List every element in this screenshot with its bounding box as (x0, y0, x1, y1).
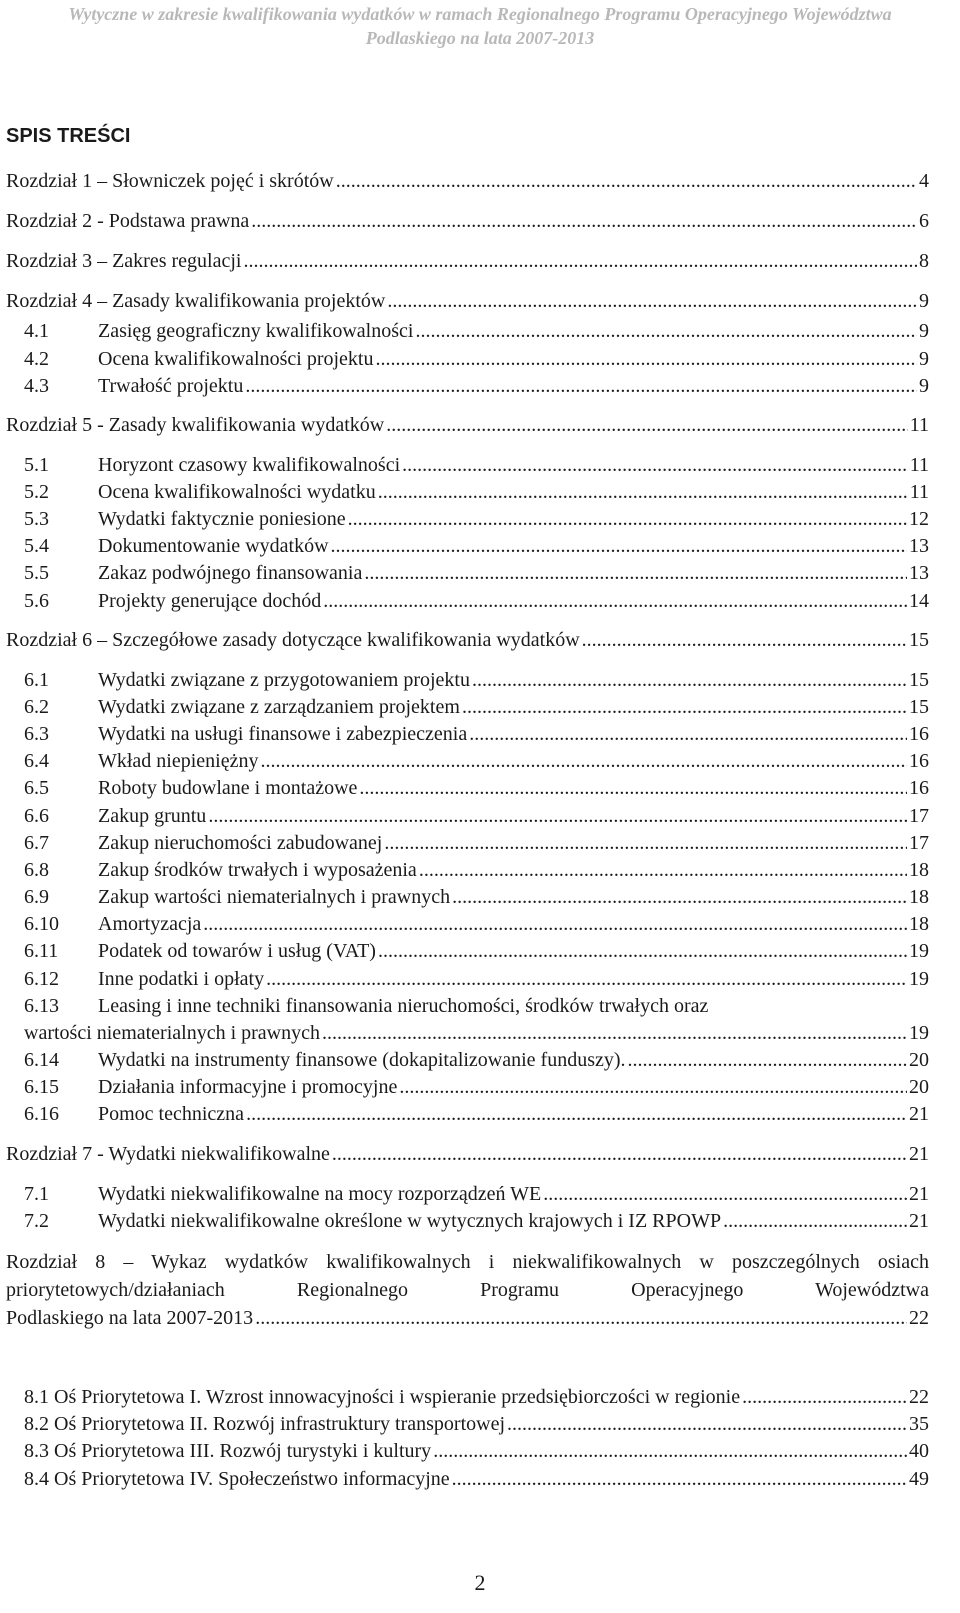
toc-entry-text: Dokumentowanie wydatków (98, 535, 329, 557)
toc-entry-page: 15 (909, 629, 929, 651)
dot-leader (348, 506, 907, 532)
toc-entry-page: 9 (919, 348, 929, 370)
toc-entry-page: 17 (909, 832, 929, 854)
dot-leader (245, 373, 917, 399)
toc-entry-page: 9 (919, 290, 929, 312)
toc-entry-page: 40 (909, 1440, 929, 1462)
toc-entry-text: Ocena kwalifikowalności wydatku (98, 481, 376, 503)
toc-entry-number: 4.2 (24, 348, 49, 370)
dot-leader (723, 1208, 907, 1234)
toc-entry-number: 6.3 (24, 723, 49, 745)
toc-entry-text: 8.3 Oś Priorytetowa III. Rozwój turystyki i kultury (24, 1440, 432, 1462)
toc-entry-page: 16 (909, 777, 929, 799)
toc-entry-number: 5.2 (24, 481, 49, 503)
toc-entry-text: Rozdział 6 – Szczegółowe zasady dotyczące kwalifikowania wydatków (6, 629, 580, 651)
toc-entry-text: Wydatki niekwalifikowalne określone w wytycznych krajowych i IZ RPOWP (98, 1210, 722, 1232)
dot-leader (332, 1141, 907, 1167)
toc-entry-chapter-8[interactable] (6, 1248, 929, 1332)
toc-entry-page: 20 (909, 1049, 929, 1071)
toc-entry-page: 12 (909, 508, 929, 530)
toc-entry-number: 6.14 (24, 1049, 59, 1071)
toc-entry-text: Działania informacyjne i promocyjne (98, 1076, 398, 1098)
toc-entry-page: 20 (909, 1076, 929, 1098)
toc-entry-page: 13 (909, 562, 929, 584)
toc-entry-7-2[interactable] (24, 1208, 929, 1234)
dot-leader (582, 627, 907, 653)
toc-entry-page: 15 (909, 669, 929, 691)
toc-entry-text-continuation: Podlaskiego na lata 2007-2013 (6, 1307, 254, 1329)
dot-leader (384, 830, 907, 856)
toc-entry-4-2[interactable] (24, 346, 929, 372)
toc-entry-6-1[interactable] (24, 667, 929, 693)
toc-entry-number: 5.3 (24, 508, 49, 530)
toc-entry-6-16[interactable] (24, 1101, 929, 1127)
toc-entry-number: 6.8 (24, 859, 49, 881)
toc-entry-page: 11 (909, 481, 929, 503)
dot-leader (243, 248, 917, 274)
toc-entry-number: 6.16 (24, 1103, 59, 1125)
toc-entry-text: 8.1 Oś Priorytetowa I. Wzrost innowacyjności i wspieranie przedsiębiorczości w regionie (24, 1386, 741, 1408)
header-line-1: Wytyczne w zakresie kwalifikowania wydatków w ramach Regionalnego Programu Operacyjnego Województwa (68, 4, 892, 24)
toc-entry-8-2[interactable] (24, 1411, 929, 1437)
toc-entry-number: 7.1 (24, 1183, 49, 1205)
toc-entry-text: 8.2 Oś Priorytetowa II. Rozwój infrastruktury transportowej (24, 1413, 506, 1435)
toc-entry-chapter-5[interactable] (6, 412, 929, 438)
toc-entry-page: 15 (909, 696, 929, 718)
toc-entry-chapter-4[interactable] (6, 288, 929, 314)
dot-leader (322, 1020, 907, 1046)
toc-entry-page: 19 (909, 968, 929, 990)
toc-entry-text: Roboty budowlane i montażowe (98, 777, 358, 799)
dot-leader (378, 479, 908, 505)
dot-leader (246, 1101, 907, 1127)
toc-entry-number: 6.9 (24, 886, 49, 908)
toc-entry-number: 4.3 (24, 375, 49, 397)
toc-entry-number: 6.15 (24, 1076, 59, 1098)
dot-leader (452, 1466, 907, 1492)
toc-entry-5-5[interactable] (24, 560, 929, 586)
toc-entry-8-4[interactable] (24, 1466, 929, 1492)
toc-entry-page: 11 (909, 414, 929, 436)
dot-leader (323, 588, 907, 614)
toc-entry-page: 22 (909, 1386, 929, 1408)
toc-entry-page: 6 (919, 210, 929, 232)
toc-entry-text: Amortyzacja (98, 913, 202, 935)
toc-entry-6-8[interactable] (24, 857, 929, 883)
toc-entry-page: 21 (909, 1183, 929, 1205)
document-header (0, 0, 960, 50)
toc-entry-number: 5.4 (24, 535, 49, 557)
toc-entry-4-1[interactable] (24, 318, 929, 344)
dot-leader (472, 667, 907, 693)
dot-leader (331, 533, 907, 559)
toc-entry-number: 7.2 (24, 1210, 49, 1232)
toc-entry-5-2[interactable] (24, 479, 929, 505)
toc-entry-text: Pomoc techniczna (98, 1103, 245, 1125)
toc-entry-number: 6.6 (24, 805, 49, 827)
toc-entry-chapter-7[interactable] (6, 1141, 929, 1167)
toc-entry-chapter-1[interactable] (6, 168, 929, 194)
toc-entry-number: 6.2 (24, 696, 49, 718)
toc-entry-chapter-6[interactable] (6, 627, 929, 653)
toc-entry-text: Rozdział 5 - Zasady kwalifikowania wydatków (6, 414, 385, 436)
toc-entry-6-4[interactable] (24, 748, 929, 774)
dot-leader (387, 288, 917, 314)
toc-entry-chapter-2[interactable] (6, 208, 929, 234)
dot-leader (433, 1438, 907, 1464)
toc-entry-number: 6.4 (24, 750, 49, 772)
toc-entry-page: 35 (909, 1413, 929, 1435)
toc-entry-6-13-continuation[interactable] (24, 1020, 929, 1046)
toc-entry-text: Zakup gruntu (98, 805, 207, 827)
dot-leader (419, 857, 907, 883)
toc-entry-6-2[interactable] (24, 694, 929, 720)
dot-leader (469, 721, 907, 747)
toc-title: SPIS TREŚCI (6, 125, 131, 147)
dot-leader (742, 1384, 907, 1410)
dot-leader (402, 452, 908, 478)
toc-entry-text: Wkład niepieniężny (98, 750, 259, 772)
toc-entry-text: Rozdział 3 – Zakres regulacji (6, 250, 242, 272)
dot-leader (359, 775, 907, 801)
toc-entry-number: 5.5 (24, 562, 49, 584)
toc-entry-6-12[interactable] (24, 966, 929, 992)
dot-leader (375, 346, 917, 372)
toc-entry-page: 14 (909, 590, 929, 612)
toc-entry-7-1[interactable] (24, 1181, 929, 1207)
dot-leader (336, 168, 917, 194)
dot-leader (266, 966, 907, 992)
toc-entry-6-10[interactable] (24, 911, 929, 937)
toc-entry-page: 19 (909, 940, 929, 962)
toc-entry-number: 6.10 (24, 913, 59, 935)
toc-entry-page: 16 (909, 750, 929, 772)
toc-entry-page: 49 (909, 1468, 929, 1490)
toc-entry-page: 18 (909, 859, 929, 881)
toc-entry-page: 18 (909, 913, 929, 935)
toc-entry-page: 21 (909, 1143, 929, 1165)
toc-entry-8-1[interactable] (24, 1384, 929, 1410)
toc-entry-text: Wydatki faktycznie poniesione (98, 508, 346, 530)
toc-entry-text: Podatek od towarów i usług (VAT) (98, 940, 376, 962)
toc-entry-6-9[interactable] (24, 884, 929, 910)
dot-leader (507, 1411, 907, 1437)
toc-entry-text: 8.4 Oś Priorytetowa IV. Społeczeństwo informacyjne (24, 1468, 450, 1490)
toc-entry-text: Rozdział 7 - Wydatki niekwalifikowalne (6, 1143, 330, 1165)
toc-entry-text: Projekty generujące dochód (98, 590, 322, 612)
toc-entry-chapter-3[interactable] (6, 248, 929, 274)
dot-leader (399, 1074, 907, 1100)
toc-entry-page: 17 (909, 805, 929, 827)
toc-entry-number: 6.5 (24, 777, 49, 799)
toc-entry-text: Zakup środków trwałych i wyposażenia (98, 859, 417, 881)
toc-entry-text: Wydatki niekwalifikowalne na mocy rozporządzeń WE (98, 1183, 542, 1205)
dot-leader (628, 1047, 907, 1073)
toc-entry-6-7[interactable] (24, 830, 929, 856)
toc-entry-number: 4.1 (24, 320, 49, 342)
toc-entry-page: 18 (909, 886, 929, 908)
toc-entry-text: Wydatki związane z przygotowaniem projektu (98, 669, 470, 691)
dot-leader (462, 694, 907, 720)
toc-entry-5-3[interactable] (24, 506, 929, 532)
toc-entry-text: Rozdział 4 – Zasady kwalifikowania projektów (6, 290, 386, 312)
toc-entry-page: 8 (919, 250, 929, 272)
toc-entry-6-6[interactable] (24, 803, 929, 829)
toc-entry-number: 6.13 (24, 995, 59, 1017)
dot-leader (255, 1304, 907, 1332)
toc-entry-number: 5.1 (24, 454, 49, 476)
toc-entry-text: Trwałość projektu (98, 375, 244, 397)
dot-leader (261, 748, 908, 774)
dot-leader (378, 938, 907, 964)
page-number: 2 (474, 1570, 486, 1595)
toc-entry-5-4[interactable] (24, 533, 929, 559)
toc-entry-page: 22 (909, 1307, 929, 1329)
toc-entry-last-line (6, 1304, 929, 1332)
toc-entry-5-1[interactable] (24, 452, 929, 478)
toc-entry-page: 11 (909, 454, 929, 476)
toc-entry-text: Wydatki na instrumenty finansowe (dokapitalizowanie funduszy). (98, 1049, 626, 1071)
dot-leader (203, 911, 907, 937)
toc-entry-6-14[interactable] (24, 1047, 929, 1073)
toc-entry-text: Inne podatki i opłaty (98, 968, 265, 990)
toc-entry-text: Zakup wartości niematerialnych i prawnych (98, 886, 451, 908)
dot-leader (452, 884, 907, 910)
dot-leader (251, 208, 917, 234)
toc-entry-text: Wydatki związane z zarządzaniem projektem (98, 696, 460, 718)
toc-entry-page: 4 (919, 170, 929, 192)
toc-entry-text: Rozdział 8 – Wykaz wydatków kwalifikowalnych i niekwalifikowalnych w poszczególnych osiach priorytetowych/działaniach Regionalnego Programu Operacyjnego Województwa (6, 1251, 929, 1301)
toc-entry-text: Wydatki na usługi finansowe i zabezpieczenia (98, 723, 468, 745)
toc-entry-8-3[interactable] (24, 1438, 929, 1464)
toc-entry-6-5[interactable] (24, 775, 929, 801)
toc-entry-page: 9 (919, 375, 929, 397)
toc-entry-page: 21 (909, 1103, 929, 1125)
toc-entry-4-3[interactable] (24, 373, 929, 399)
dot-leader (415, 318, 917, 344)
toc-entry-6-11[interactable] (24, 938, 929, 964)
dot-leader (364, 560, 907, 586)
dot-leader (208, 803, 907, 829)
toc-entry-page: 19 (909, 1022, 929, 1044)
toc-entry-number: 6.11 (24, 940, 59, 962)
toc-entry-page: 21 (909, 1210, 929, 1232)
dot-leader (543, 1181, 907, 1207)
toc-entry-page: 9 (919, 320, 929, 342)
toc-entry-text-continuation: wartości niematerialnych i prawnych (24, 1022, 320, 1044)
toc-entry-number: 6.1 (24, 669, 49, 691)
toc-entry-text: Rozdział 2 - Podstawa prawna (6, 210, 250, 232)
toc-entry-page: 16 (909, 723, 929, 745)
toc-entry-text: Zakaz podwójnego finansowania (98, 562, 363, 584)
toc-entry-text: Horyzont czasowy kwalifikowalności (98, 454, 401, 476)
toc-entry-6-15[interactable] (24, 1074, 929, 1100)
toc-entry-text: Rozdział 1 – Słowniczek pojęć i skrótów (6, 170, 334, 192)
toc-entry-page: 13 (909, 535, 929, 557)
toc-entry-number: 6.12 (24, 968, 59, 990)
toc-entry-6-3[interactable] (24, 721, 929, 747)
dot-leader (386, 412, 908, 438)
toc-entry-number: 6.7 (24, 832, 49, 854)
toc-entry-text: Leasing i inne techniki finansowania nieruchomości, środków trwałych oraz (98, 995, 709, 1017)
toc-entry-text: Ocena kwalifikowalności projektu (98, 348, 374, 370)
toc-entry-5-6[interactable] (24, 588, 929, 614)
header-line-2: Podlaskiego na lata 2007-2013 (365, 28, 595, 48)
toc-entry-6-13[interactable] (24, 993, 929, 1019)
toc-entry-text: Zakup nieruchomości zabudowanej (98, 832, 383, 854)
toc-entry-number: 5.6 (24, 590, 49, 612)
toc-entry-text: Zasięg geograficzny kwalifikowalności (98, 320, 414, 342)
